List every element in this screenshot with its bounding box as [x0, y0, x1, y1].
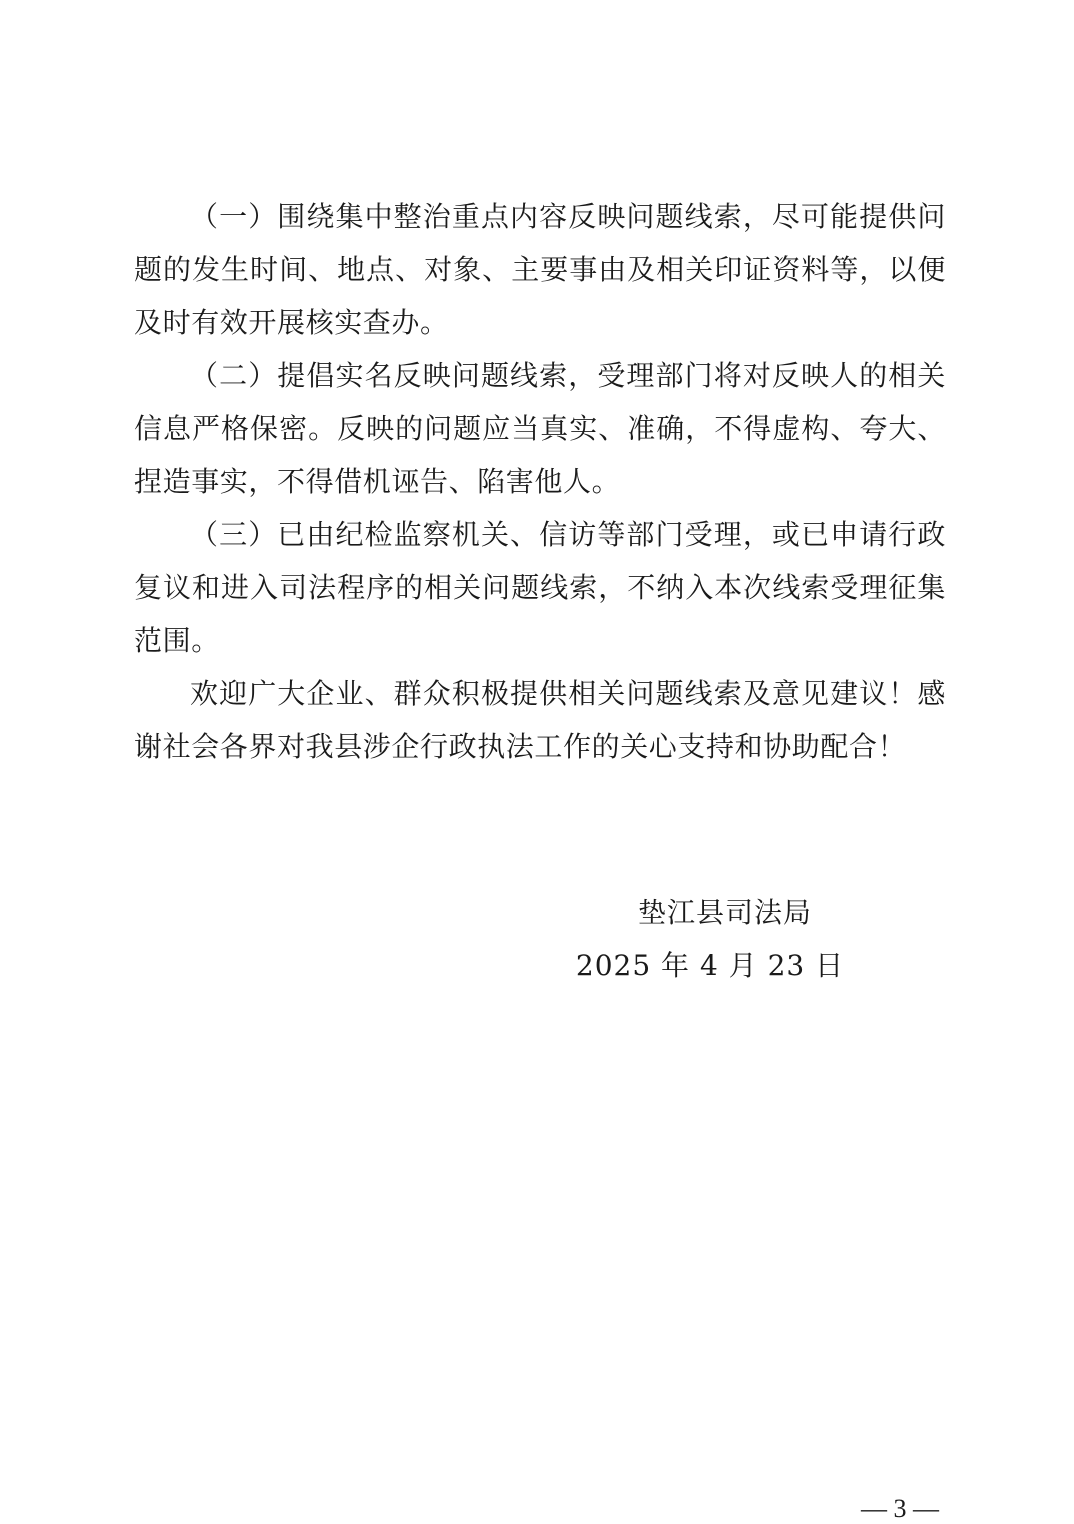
paragraph-item-1: （一）围绕集中整治重点内容反映问题线索，尽可能提供问题的发生时间、地点、对象、主要事由及相关印证资料等，以便及时有效开展核实查办。: [134, 200, 946, 339]
signature-date: 2025 年 4 月 23 日: [575, 949, 845, 982]
paragraph-item-3: （三）已由纪检监察机关、信访等部门受理，或已申请行政复议和进入司法程序的相关问题线索，不纳入本次线索受理征集范围。: [134, 518, 946, 657]
paragraph-closing: 欢迎广大企业、群众积极提供相关问题线索及意见建议！感谢社会各界对我县涉企行政执法工作的关心支持和协助配合！: [134, 677, 946, 763]
page-number: — 3 —: [861, 1494, 939, 1523]
paragraph-item-2: （二）提倡实名反映问题线索，受理部门将对反映人的相关信息严格保密。反映的问题应当真实、准确，不得虚构、夸大、捏造事实，不得借机诬告、陷害他人。: [134, 359, 946, 498]
signature-organization: 垫江县司法局: [637, 896, 812, 929]
document-body: [134, 190, 946, 773]
signature-block: [540, 886, 880, 992]
